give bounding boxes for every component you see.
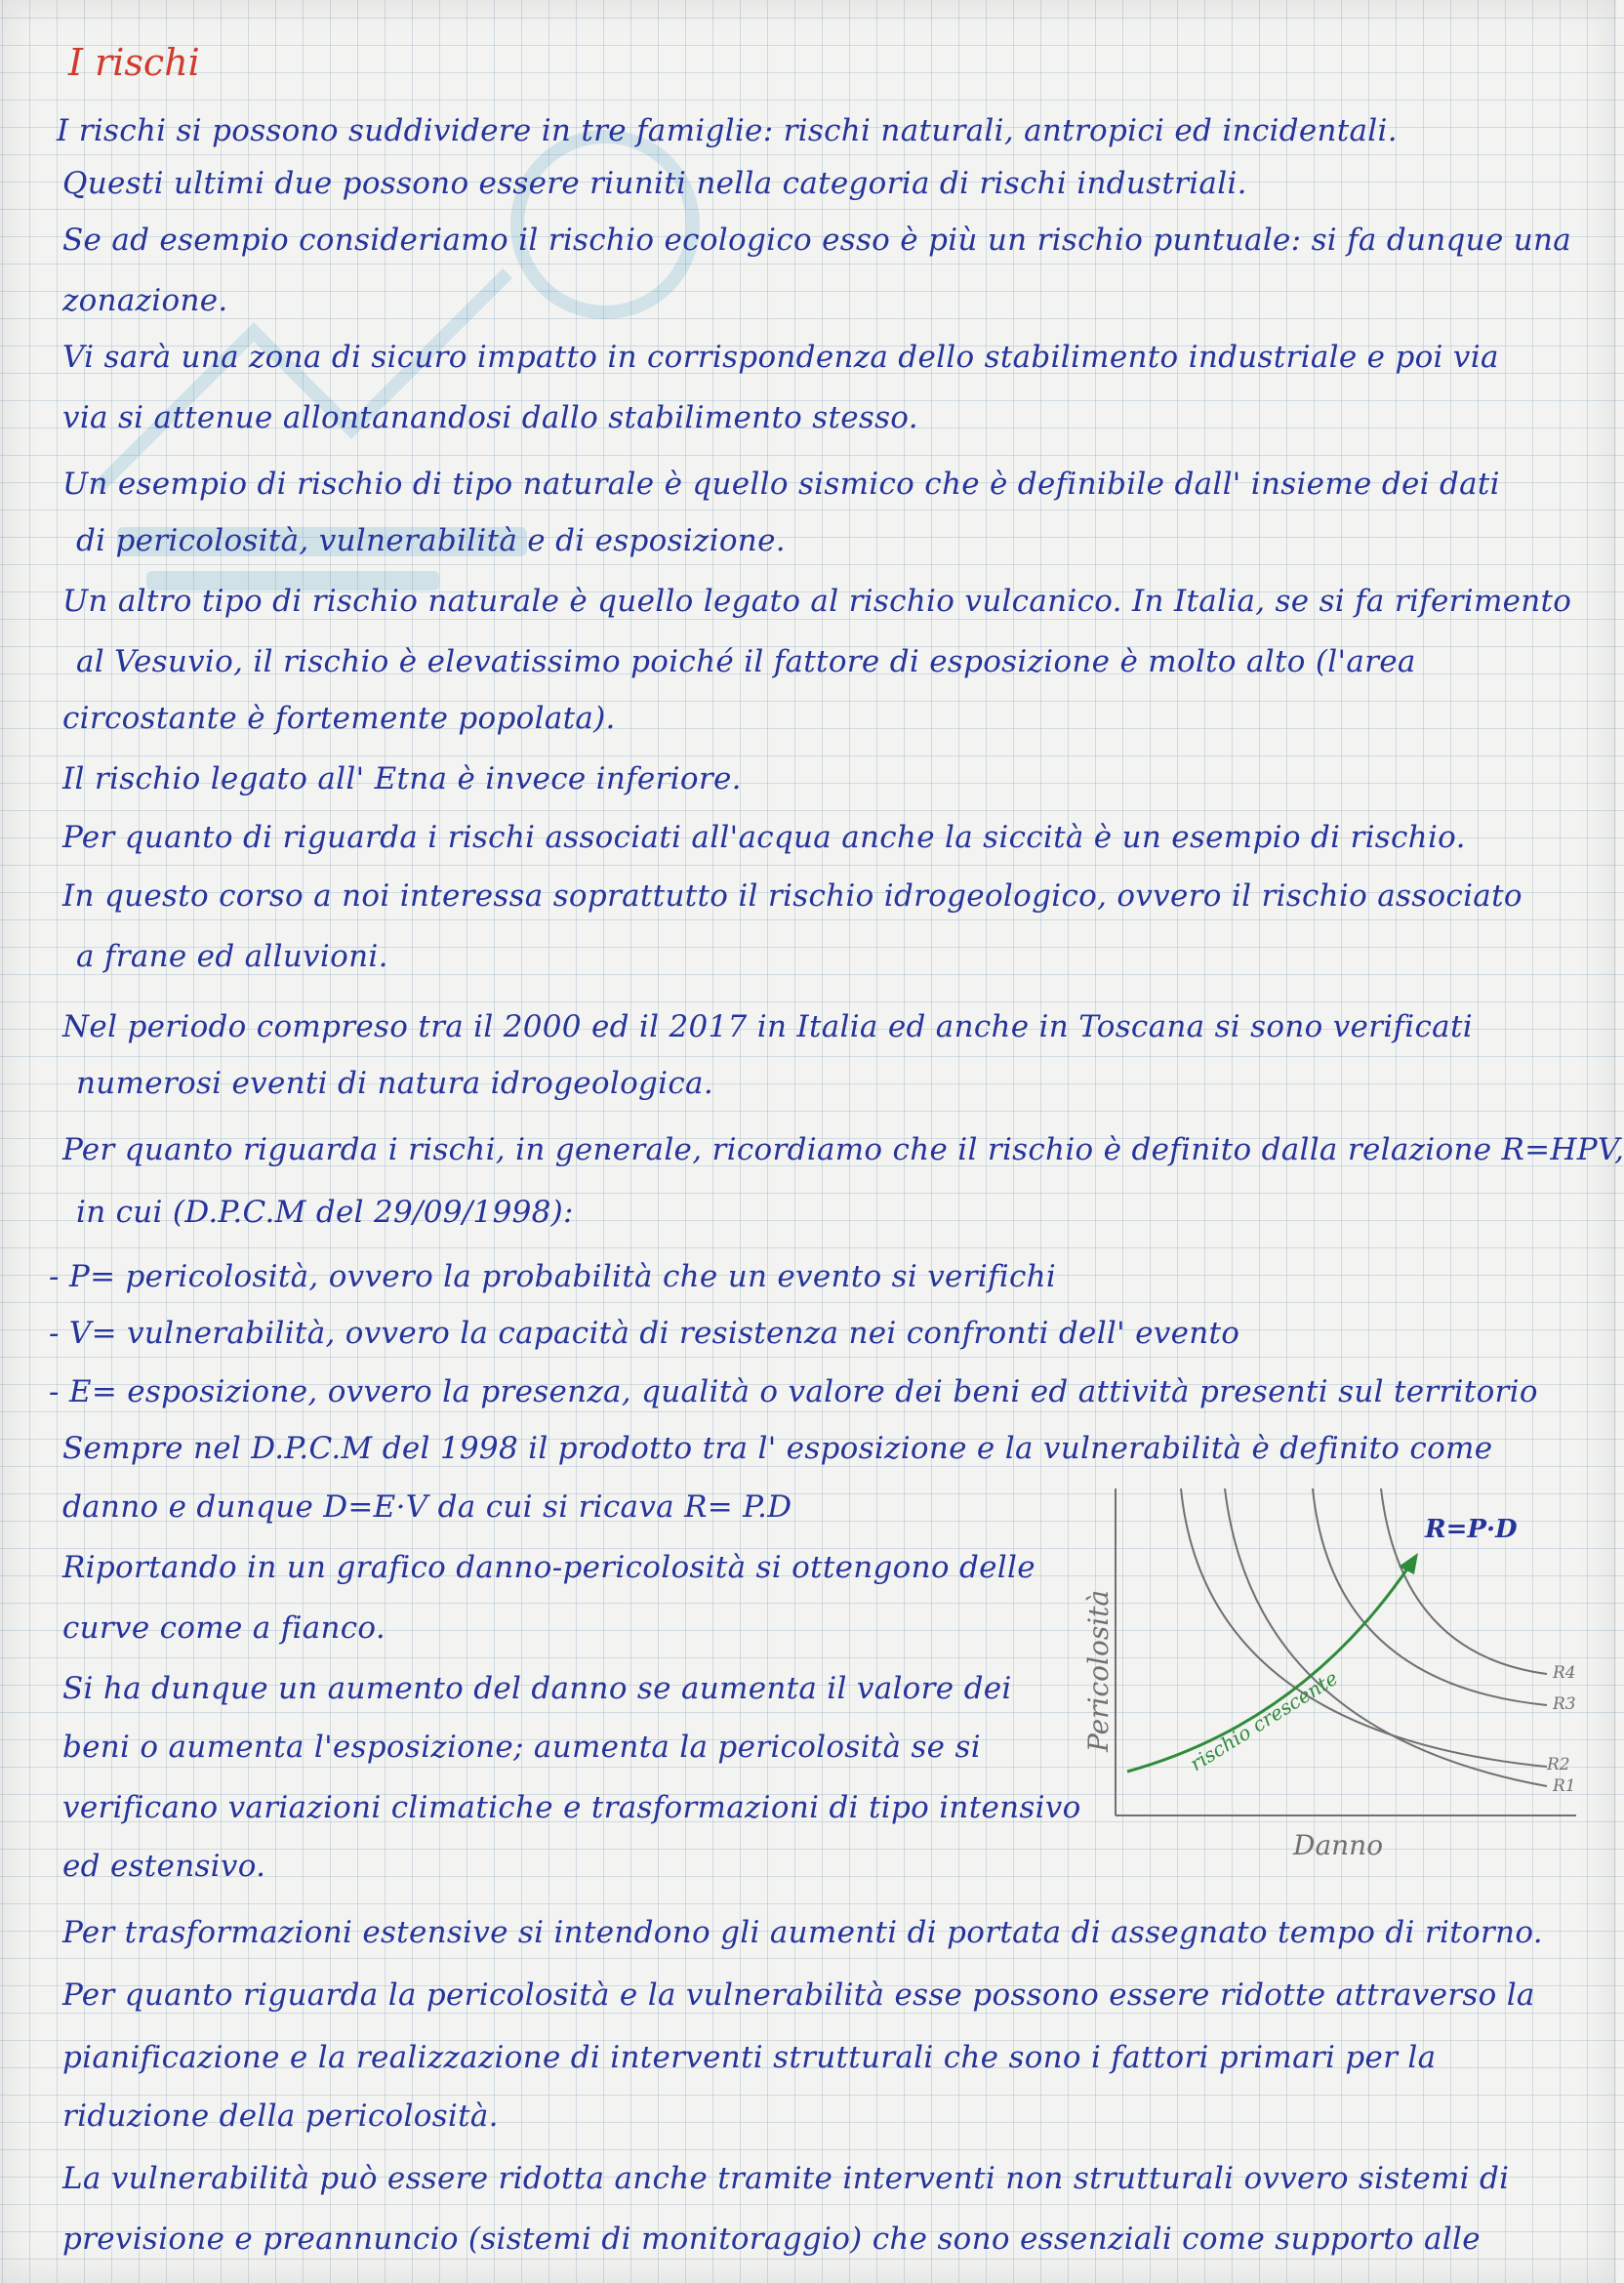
text-line: Il rischio legato all' Etna è invece inferiore. [62,761,742,796]
text-line: Se ad esempio consideriamo il rischio ecologico esso è più un rischio puntuale: si fa dunque una [62,223,1572,258]
text-line: previsione e preannuncio (sistemi di monitoraggio) che sono essenziali come supporto alle [62,2222,1481,2257]
text-line: numerosi eventi di natura idrogeologica. [76,1066,713,1101]
text-line: - V= vulnerabilità, ovvero la capacità di resistenza nei confronti dell' evento [49,1316,1240,1351]
risk-chart-svg [1082,1479,1586,1869]
curve-label-r2: R2 [1547,1755,1570,1774]
text-line: In questo corso a noi interessa soprattutto il rischio idrogeologico, ovvero il rischio associato [62,878,1522,914]
text-line: Un altro tipo di rischio naturale è quello legato al rischio vulcanico. In Italia, se si fa riferimento [62,584,1572,619]
text-line: Nel periodo compreso tra il 2000 ed il 2017 in Italia ed anche in Toscana si sono verificati [62,1009,1473,1044]
text-line: zonazione. [62,283,228,318]
text-line: - P= pericolosità, ovvero la probabilità che un evento si verifichi [49,1259,1057,1294]
page-title: I rischi [68,41,200,84]
text-line: Questi ultimi due possono essere riuniti nella categoria di rischi industriali. [62,166,1247,201]
text-line: Per quanto riguarda la pericolosità e la vulnerabilità esse possono essere ridotte attraverso la [62,1977,1535,2013]
text-line: Per quanto riguarda i rischi, in generale, ricordiamo che il rischio è definito dalla relazione R=HPV, [62,1132,1624,1167]
curve-label-r1: R1 [1553,1776,1576,1796]
text-line: Riportando in un grafico danno-pericolosità si ottengono delle [62,1550,1035,1585]
text-line: beni o aumenta l'esposizione; aumenta la pericolosità se si [62,1730,981,1765]
text-line: via si attenue allontanandosi dallo stabilimento stesso. [62,400,918,435]
formula-label: R=P·D [1425,1515,1518,1544]
text-line: Vi sarà una zona di sicuro impatto in corrispondenza dello stabilimento industriale e poi via [62,340,1499,375]
text-line: I rischi si possono suddividere in tre famiglie: rischi naturali, antropici ed incidentali. [57,113,1398,148]
text-line: riduzione della pericolosità. [62,2099,499,2134]
curve-label-r4: R4 [1553,1663,1576,1683]
risk-chart [1082,1479,1586,1869]
text-line: Per trasformazioni estensive si intendono gli aumenti di portata di assegnato tempo di ritorno. [62,1915,1543,1950]
text-line: Per quanto di riguarda i rischi associati all'acqua anche la siccità è un esempio di rischio. [62,820,1466,855]
text-line: Sempre nel D.P.C.M del 1998 il prodotto tra l' esposizione e la vulnerabilità è definito come [62,1431,1493,1466]
text-line: La vulnerabilità può essere ridotta anche tramite interventi non strutturali ovvero sistemi di [62,2161,1510,2196]
text-line: circostante è fortemente popolata). [62,701,616,736]
text-line: pianificazione e la realizzazione di interventi strutturali che sono i fattori primari per la [62,2040,1437,2075]
text-line: curve come a fianco. [62,1610,386,1646]
text-line: al Vesuvio, il rischio è elevatissimo poiché il fattore di esposizione è molto alto (l'area [76,644,1416,679]
text-line: Un esempio di rischio di tipo naturale è quello sismico che è definibile dall' insieme dei dati [62,467,1500,502]
x-axis-label: Danno [1293,1829,1384,1861]
text-line: di pericolosità, vulnerabilità e di esposizione. [76,523,786,558]
y-axis-label: Pericolosità [1082,1589,1115,1752]
text-line: verificano variazioni climatiche e trasformazioni di tipo intensivo [62,1790,1081,1825]
text-line: ed estensivo. [62,1849,266,1884]
text-line: in cui (D.P.C.M del 29/09/1998): [76,1195,574,1230]
text-line: - E= esposizione, ovvero la presenza, qualità o valore dei beni ed attività presenti sul territorio [49,1374,1538,1409]
curve-label-r3: R3 [1553,1694,1576,1714]
text-line: danno e dunque D=E·V da cui si ricava R= P.D [62,1489,792,1525]
text-line: Si ha dunque un aumento del danno se aumenta il valore dei [62,1671,1012,1706]
text-line: a frane ed alluvioni. [76,939,388,974]
arrow-label: rischio crescente [1185,1665,1342,1776]
